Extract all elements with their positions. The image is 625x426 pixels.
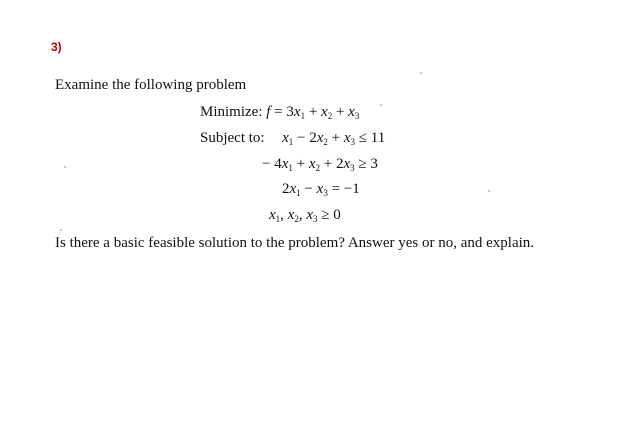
- objective-label: Minimize:: [200, 104, 263, 120]
- constraint-line-1: [200, 130, 385, 147]
- constraints-label: Subject to:: [200, 130, 265, 146]
- scan-speck: [488, 190, 490, 192]
- scan-speck: [60, 229, 62, 231]
- constraint-3: $2x_1 - x_3 = -1$: [282, 181, 360, 198]
- constraint-line-2: [262, 156, 378, 173]
- scan-speck: [420, 72, 422, 74]
- objective-line: [200, 104, 359, 121]
- nonnegativity-line: [269, 207, 341, 224]
- constraint-line-3: [282, 181, 360, 198]
- constraint-1: $x_1 - 2x_2 + x_3 \le 11$: [282, 130, 386, 147]
- scan-speck: [64, 166, 66, 168]
- problem-intro: Examine the following problem: [55, 77, 247, 93]
- nonnegativity-constraint: $x_1$, $x_2$, $x_3 \ge 0$: [269, 207, 341, 224]
- question-text: Is there a basic feasible solution to the problem? Answer yes or no, and explain.: [55, 235, 535, 251]
- constraint-2: − $4x_1 + x_2 + 2x_3 \ge 3$: [262, 156, 378, 173]
- scan-speck: [380, 104, 382, 106]
- objective-formula: $f = 3x_1 + x_2 + x_3$: [266, 104, 360, 121]
- question-number: 3): [51, 40, 62, 54]
